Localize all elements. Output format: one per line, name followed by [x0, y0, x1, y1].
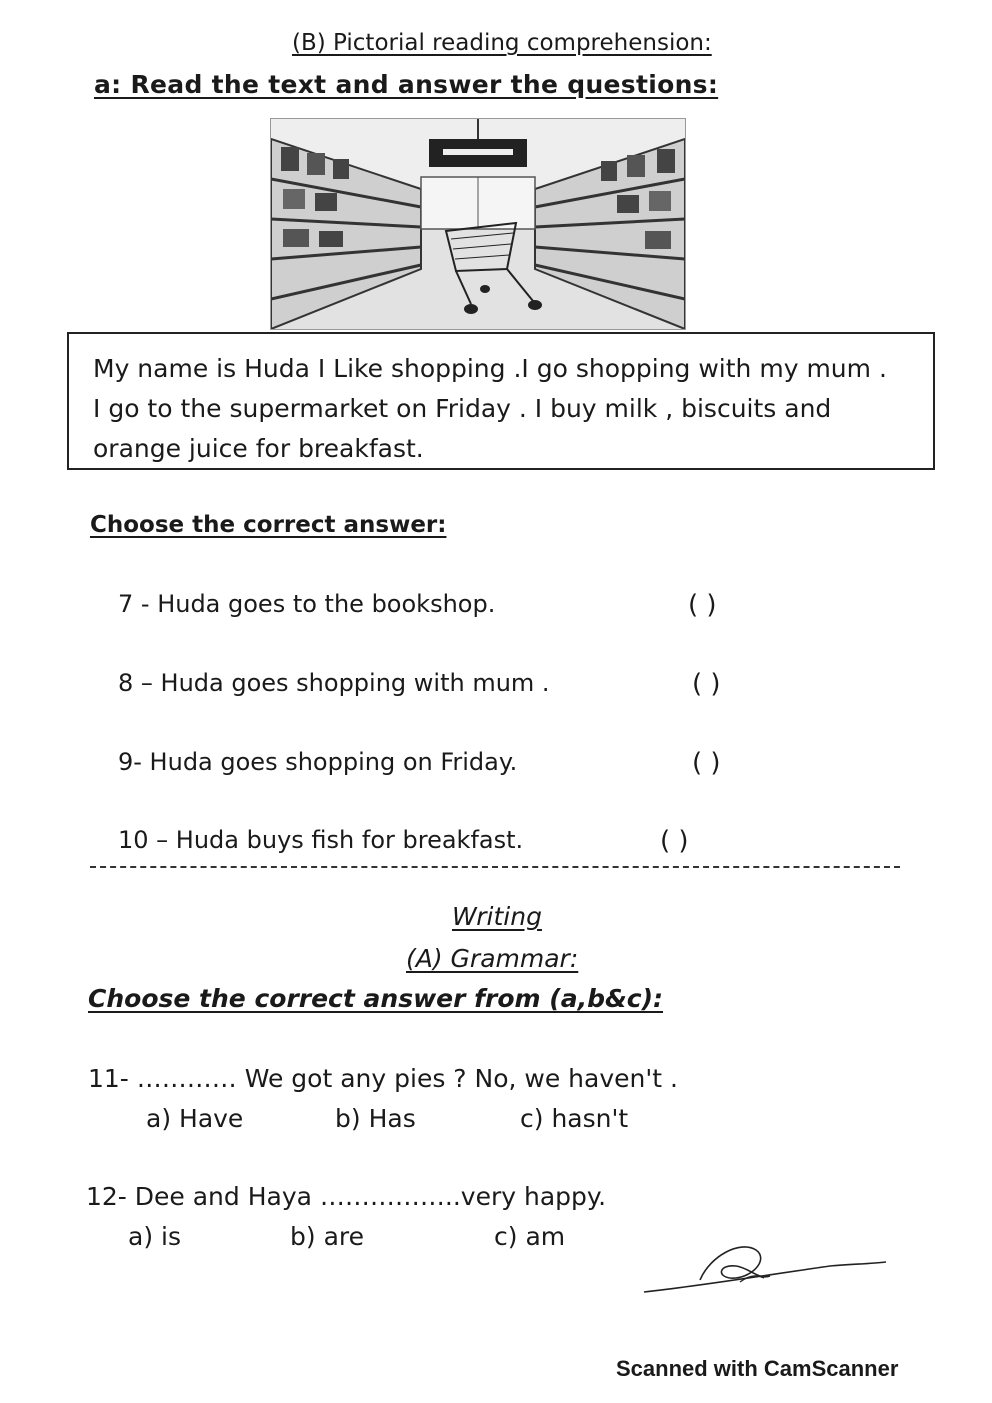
section-subtitle: a: Read the text and answer the questions:: [94, 70, 719, 99]
section-title: (B) Pictorial reading comprehension:: [292, 30, 712, 56]
passage-line-1: My name is Huda I Like shopping .I go shopping with my mum .: [93, 354, 887, 383]
option-11-c[interactable]: c) hasn't: [520, 1104, 629, 1133]
passage-line-2: I go to the supermarket on Friday . I buy milk , biscuits and: [93, 394, 832, 423]
writing-heading: Writing: [452, 902, 542, 931]
grammar-instruction: Choose the correct answer from (a,b&c):: [88, 984, 664, 1013]
option-11-a[interactable]: a) Have: [146, 1104, 244, 1133]
question-9: 9- Huda goes shopping on Friday.: [118, 748, 518, 776]
question-10: 10 – Huda buys fish for breakfast.: [118, 826, 524, 854]
answer-box-7[interactable]: ( ): [688, 590, 717, 620]
scan-watermark-text: Scanned with CamScanner: [616, 1356, 899, 1381]
answer-box-10[interactable]: ( ): [660, 826, 689, 856]
passage-line-3: orange juice for breakfast.: [93, 434, 424, 463]
answer-box-9[interactable]: ( ): [692, 748, 721, 778]
option-12-c[interactable]: c) am: [494, 1222, 566, 1251]
reading-passage-box: [67, 332, 935, 470]
grammar-question-11: 11- ………… We got any pies ? No, we haven't .: [88, 1064, 678, 1093]
option-12-a[interactable]: a) is: [128, 1222, 181, 1251]
handwritten-signature: [640, 1236, 890, 1300]
section-divider: [90, 866, 900, 868]
grammar-heading: (A) Grammar:: [406, 944, 579, 973]
choose-heading: Choose the correct answer:: [90, 512, 447, 538]
option-12-b[interactable]: b) are: [290, 1222, 364, 1251]
supermarket-picture: [270, 118, 686, 330]
question-7: 7 - Huda goes to the bookshop.: [118, 590, 496, 618]
option-11-b[interactable]: b) Has: [335, 1104, 416, 1133]
grammar-question-12: 12- Dee and Haya ……………..very happy.: [86, 1182, 607, 1211]
question-8: 8 – Huda goes shopping with mum .: [118, 669, 550, 697]
supermarket-aisle-drawing: [271, 119, 685, 329]
answer-box-8[interactable]: ( ): [692, 669, 721, 699]
